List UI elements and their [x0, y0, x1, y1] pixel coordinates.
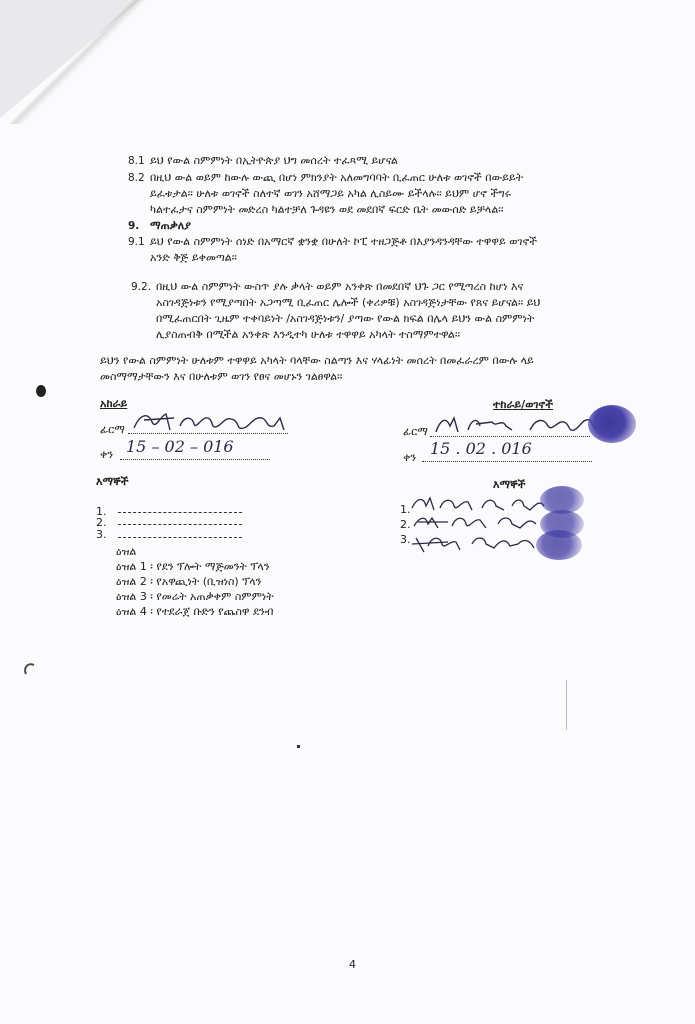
section-number: 9.	[128, 220, 140, 232]
section-heading: ማጠቃለያ	[150, 219, 191, 232]
witness-number: 3.	[400, 533, 411, 546]
clause-line: በዚህ ውል ስምምነት ውስጥ ያሉ ቃላት ወይም አንቀጽ በመደበኛ ህጉ ጋር የሚጣረስ ከሆነ እና	[156, 280, 524, 293]
left-party-heading: አከራይ	[100, 397, 128, 410]
clause-line: አስገዳጅነቱን የሚያጣበት አጋጣሚ ቢፈጠር ሌሎች (ቀሪዎቹ) አስገዳጅነታቸው የጸና ይሆናል፡፡ ይህ	[156, 296, 541, 309]
right-party-signature	[432, 410, 602, 438]
left-sign-label: ፊርማ	[100, 423, 125, 436]
closing-line: መስማማታቸውን እና በሁለቱም ወገን የፀና መሆኑን ገልፀዋል፡፡	[100, 370, 343, 383]
left-date-value: 15 – 02 – 016	[126, 437, 234, 456]
clause-number: 8.2	[128, 172, 145, 184]
closing-line: ይህን የውል ስምምነት ሁለቱም ተዋዋይ አካላት ባላቸው ስልጣን እና ሃላፊነት መሰረት በመፈራረም በውሉ ላይ	[100, 354, 534, 367]
right-party-heading: ተከራይ/ወገኖች	[493, 398, 554, 411]
right-date-value: 15 . 02 . 016	[430, 439, 532, 458]
attachment-item: ዕዝል 1 ፡ የደን ፕሎት ማጅመንት ፕላን	[116, 560, 270, 573]
clause-line: ካልተፈታና ስምምነት መድረስ ካልተቻለ ጉዳዩን ወደ መደበኛ ፍርድ ቤት መውሰድ ይቻላል፡፡	[150, 203, 504, 216]
witness-number: 3.	[96, 528, 107, 541]
witness-thumbprint	[536, 530, 582, 560]
thumbprint-stamp	[588, 405, 636, 443]
clause-line: ሊያስጠብቅ በሚችል አንቀጽ እንዲተካ ሁለቱ ተዋዋይ አካላት ተስማምተዋል፡፡	[156, 328, 461, 341]
clause-line: ይህ የውል ስምምነት በኢትዮጵያ ህግ መሰረት ተፈጻሚ ይሆናል	[150, 154, 398, 167]
punch-hole	[36, 385, 46, 397]
attachment-item: ዕዝል 4 ፡ የተደራጀ ቡድን የጨስዋ ደንብ	[116, 605, 274, 618]
left-party-signature	[130, 408, 290, 436]
left-date-label: ቀን	[100, 448, 114, 461]
clause-number: 9.1	[128, 236, 145, 248]
paper-mark	[22, 662, 36, 676]
right-witnesses-title: እማኞች	[493, 478, 526, 491]
attachment-item: ዕዝል 2 ፡ የአዋጪነት (ቢዝነስ) ፕላን	[116, 575, 262, 588]
clause-line: ይህ የውል ስምምነት ሰነድ በአማርኛ ቋንቋ በሁለት ኮፒ ተዘጋጅቶ በእያንዳንዳቸው ተዋዋይ ወገኖች	[150, 235, 538, 248]
paper-crease	[566, 680, 567, 730]
witness-number: 1.	[400, 503, 411, 516]
clause-line: በዚህ ውል ወይም ከውሉ ውጪ በሆነ ምክንያት አለመግባባት ቢፈጠር ሁለቱ ወገኖች በውይይት	[150, 171, 524, 184]
left-witnesses-title: እማኞች	[96, 475, 129, 488]
clause-line: አንድ ቅጅ ይቀመጣል፡፡	[150, 251, 237, 264]
right-sign-label: ፊርማ	[403, 425, 428, 438]
witness-number: 2.	[96, 516, 107, 529]
attachment-item: ዕዝል 3 ፡ የመሬት አጠቃቀም ስምምነት	[116, 590, 274, 603]
clause-line: ይፈቱታል፡፡ ሁለቱ ወገኖች ስለተኛ ወገን አሸማጋይ አካል ሊስይሙ ይችላሉ፡፡ ይህም ሆኖ ችግሩ	[150, 187, 511, 200]
right-date-label: ቀን	[403, 451, 417, 464]
clause-line: በሚፈጠርበት ጊዜም ተቀባይነት /አስገዳጅነቱን/ ያጣው የውል ክፍል በሌላ ይህን ውል ስምምነት	[156, 312, 535, 325]
attachments-title: ዕዝል	[116, 545, 137, 558]
witness-number: 1.	[96, 505, 107, 518]
paper-speck	[297, 745, 300, 748]
clause-number: 9.2.	[131, 281, 152, 293]
clause-number: 8.1	[128, 155, 145, 167]
page-number: 4	[349, 958, 356, 971]
witness-number: 2.	[400, 518, 411, 531]
